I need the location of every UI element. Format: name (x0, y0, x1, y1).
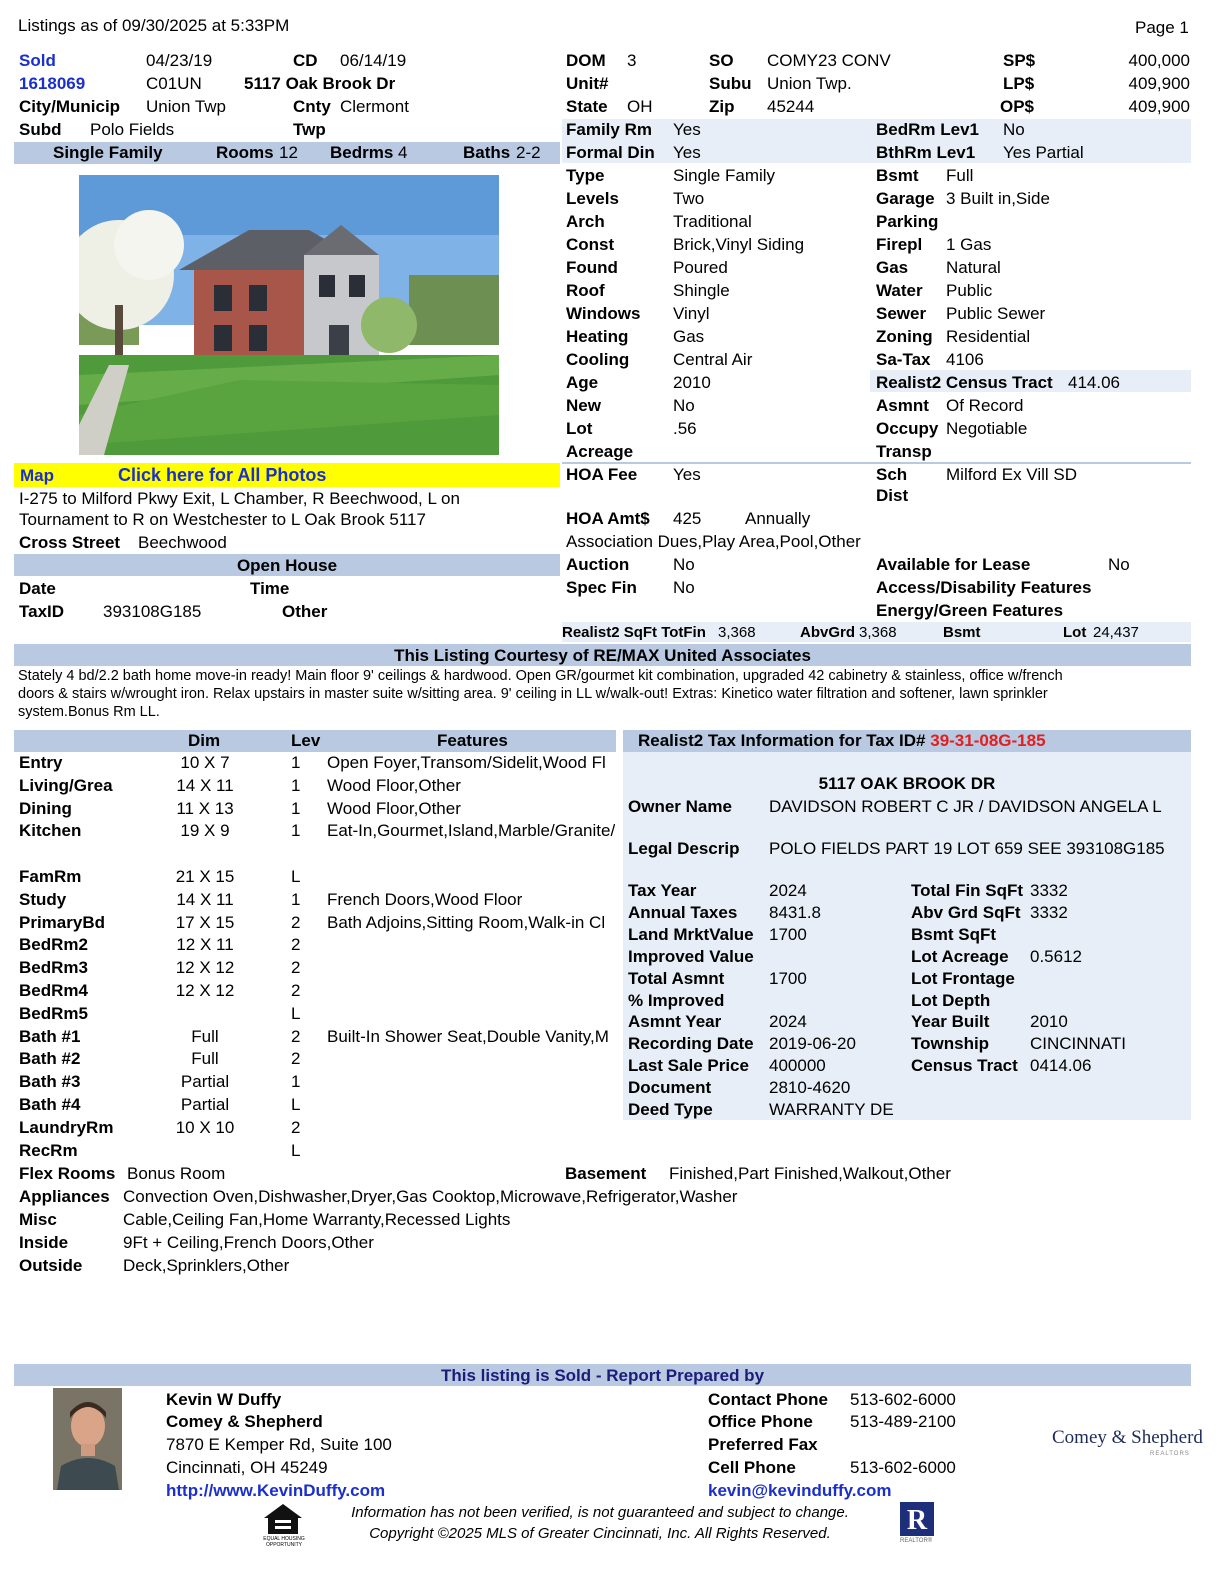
tax-label: Deed Type (628, 1100, 713, 1119)
bedrms-value: 4 (398, 143, 408, 162)
room-name: Dining (19, 798, 72, 818)
room-dim: 19 X 9 (180, 821, 230, 841)
agent-company: Comey & Shepherd (166, 1412, 323, 1431)
detail-label: Asmnt (876, 396, 929, 415)
detail-label: Formal Din (566, 143, 655, 162)
room-dim: 11 X 13 (176, 798, 234, 818)
tax-value: CINCINNATI (1030, 1034, 1127, 1054)
lp-label: LP$ (1003, 74, 1035, 93)
detail-value: Negotiable (946, 419, 1028, 438)
tax-label: Year Built (911, 1012, 990, 1032)
detail-value: Natural (946, 258, 1001, 277)
state-value: OH (627, 97, 653, 116)
room-level: L (291, 1003, 301, 1023)
room-dim: 12 X 12 (175, 958, 235, 978)
status-label: Sold (19, 51, 56, 70)
cross-street-label: Cross Street (19, 533, 121, 552)
owner-label: Owner Name (628, 797, 732, 816)
room-name: Bath #4 (19, 1095, 81, 1114)
detail-label: Sa-Tax (876, 350, 931, 369)
detail-label: Acreage (566, 442, 634, 461)
detail-label: Type (566, 166, 605, 185)
detail-label: Const (566, 235, 615, 254)
tax-value: 0.5612 (1030, 946, 1082, 966)
detail-label: Parking (876, 212, 939, 231)
tax-value: WARRANTY DE (769, 1100, 894, 1119)
tax-value: 8431.8 (769, 902, 821, 922)
room-features: French Doors,Wood Floor (327, 889, 523, 909)
op-label: OP$ (1000, 97, 1035, 116)
tax-label: Lot Depth (911, 990, 991, 1010)
mls-number[interactable]: 1618069 (19, 74, 86, 93)
detail-value: Traditional (673, 212, 752, 231)
room-name: BedRm3 (19, 958, 88, 978)
detail-value: Single Family (673, 166, 776, 185)
tax-label: Document (628, 1078, 712, 1098)
area-code: C01UN (146, 74, 202, 93)
detail-label: BthRm Lev1 (876, 143, 976, 162)
detail-label: Bsmt (876, 166, 919, 185)
tax-value: 1700 (769, 924, 807, 944)
flex-value: Bonus Room (127, 1164, 226, 1183)
tax-value: 400000 (769, 1056, 826, 1076)
inside-value: 9Ft + Ceiling,French Doors,Other (123, 1233, 374, 1252)
bedrms-label: Bedrms (330, 143, 394, 162)
status-date: 04/23/19 (146, 51, 213, 70)
detail-label: Heating (566, 327, 629, 346)
tax-label: Asmnt Year (628, 1012, 722, 1032)
detail-value: .56 (673, 419, 697, 438)
detail-value: Brick,Vinyl Siding (673, 235, 805, 254)
agent-address-2: Cincinnati, OH 45249 (166, 1458, 328, 1477)
room-dim: 10 X 10 (175, 1117, 235, 1137)
tax-label: Total Asmnt (628, 968, 725, 988)
room-dim: Partial (180, 1072, 230, 1092)
room-features: Built-In Shower Seat,Double Vanity,M (327, 1026, 609, 1046)
detail-value: 2010 (673, 373, 711, 392)
lease-label: Available for Lease (876, 555, 1031, 574)
tax-value: 2024 (769, 881, 807, 900)
detail-label: Realist2 Census Tract (876, 373, 1053, 392)
room-dim: 14 X 11 (176, 775, 234, 795)
col-features: Features (437, 731, 508, 750)
misc-value: Cable,Ceiling Fan,Home Warranty,Recessed Lights (123, 1210, 511, 1229)
zip-value: 45244 (767, 97, 815, 116)
hoa-amt-label: HOA Amt$ (566, 509, 650, 528)
tax-value: 2019-06-20 (769, 1034, 856, 1054)
tax-label: % Improved (628, 990, 725, 1010)
room-name: BedRm4 (19, 981, 88, 1000)
detail-value: Yes (673, 143, 701, 162)
access-label: Access/Disability Features (876, 578, 1092, 597)
realtor-icon (900, 1502, 934, 1536)
tax-label: Land MrktValue (628, 924, 754, 944)
flex-label: Flex Rooms (19, 1164, 116, 1183)
detail-value: Gas (673, 327, 705, 346)
detail-value: Of Record (946, 396, 1024, 415)
tax-address: 5117 OAK BROOK DR (818, 774, 996, 793)
cell-phone[interactable]: 513-602-6000 (850, 1458, 956, 1477)
sqft-bsmt-label: Bsmt (943, 624, 981, 641)
room-name: Entry (19, 753, 63, 772)
detail-label: Levels (566, 189, 619, 208)
detail-label: Family Rm (566, 120, 652, 139)
room-level: 2 (291, 1026, 301, 1046)
basement-value: Finished,Part Finished,Walkout,Other (669, 1164, 951, 1183)
equal-housing-text: EQUAL HOUSING OPPORTUNITY (263, 1536, 305, 1548)
directions-line-1: I-275 to Milford Pkwy Exit, L Chamber, R Beechwood, L on (19, 489, 460, 508)
map-link[interactable]: Map (20, 466, 54, 485)
legal-value: POLO FIELDS PART 19 LOT 659 SEE 393108G185 (769, 839, 1165, 858)
outside-label: Outside (19, 1256, 83, 1275)
room-level: 1 (291, 1072, 301, 1092)
room-dim: 21 X 15 (175, 867, 235, 886)
state-label: State (566, 97, 608, 116)
detail-label: Occupy (876, 419, 939, 438)
cd-label: CD (293, 51, 318, 70)
room-features: Wood Floor,Other (327, 798, 461, 818)
agent-avatar (53, 1388, 122, 1490)
detail-label: Cooling (566, 350, 630, 369)
room-name: Bath #2 (19, 1049, 81, 1069)
tax-title: Realist2 Tax Information for Tax ID# 39-31-08G-185 (638, 731, 1046, 750)
room-dim: Full (191, 1049, 219, 1069)
room-name: RecRm (19, 1140, 78, 1160)
detail-label: Age (566, 373, 599, 392)
detail-value: Yes (673, 120, 701, 139)
detail-label: Water (876, 281, 923, 300)
room-level: 1 (291, 889, 301, 909)
room-name: FamRm (19, 867, 82, 886)
city-label: City/Municip (19, 97, 121, 116)
company-logo-sub: REALTORS (1150, 1451, 1190, 1457)
tax-label: Tax Year (628, 881, 697, 900)
tax-value: 3332 (1030, 881, 1068, 900)
office-phone[interactable]: 513-489-2100 (850, 1412, 956, 1431)
detail-label: Firepl (876, 235, 923, 254)
detail-value: 414.06 (1068, 373, 1120, 392)
room-dim: Partial (180, 1095, 230, 1114)
contact-phone-label: Contact Phone (708, 1390, 828, 1409)
cross-street-value: Beechwood (138, 533, 227, 552)
room-name: Study (19, 889, 67, 909)
detail-value: Central Air (673, 350, 753, 369)
lease-value: No (1108, 555, 1130, 574)
room-level: 2 (291, 935, 301, 955)
hoa-amt-value: 425 (673, 509, 702, 528)
time-label: Time (250, 579, 290, 598)
agent-name: Kevin W Duffy (166, 1390, 282, 1409)
disclaimer: Information has not been verified, is not guaranteed and subject to change. (351, 1504, 849, 1521)
detail-value: No (673, 396, 695, 415)
detail-value: Poured (673, 258, 728, 277)
room-level: 2 (291, 981, 301, 1000)
copyright: Copyright ©2025 MLS of Greater Cincinnati, Inc. All Rights Reserved. (369, 1525, 831, 1542)
dom-label: DOM (566, 51, 606, 70)
dom-value: 3 (627, 51, 637, 70)
detail-value: No (1003, 120, 1025, 139)
detail-label: Transp (876, 442, 932, 461)
tax-label: Total Fin SqFt (911, 881, 1024, 900)
room-name: BedRm5 (19, 1003, 88, 1023)
op-value: 409,900 (1128, 97, 1190, 116)
detail-value: Yes Partial (1003, 143, 1084, 162)
tax-label: Improved Value (628, 946, 754, 966)
detail-label: Garage (876, 189, 935, 208)
fax-label: Preferred Fax (708, 1435, 818, 1454)
detail-label: Arch (566, 212, 605, 231)
room-name: Living/Grea (19, 775, 113, 795)
room-dim: 17 X 15 (175, 912, 235, 932)
detail-value: Public (946, 281, 993, 300)
so-value: COMY23 CONV (767, 51, 891, 70)
room-level: 1 (291, 821, 301, 841)
tax-label: Bsmt SqFt (911, 924, 996, 944)
room-dim: Full (191, 1026, 219, 1046)
rooms-value: 12 (279, 143, 298, 162)
room-features: Bath Adjoins,Sitting Room,Walk-in Cl (327, 912, 606, 932)
detail-value: Residential (946, 327, 1031, 346)
specfin-value: No (673, 578, 695, 597)
room-level: L (291, 867, 301, 886)
room-level: 2 (291, 1117, 301, 1137)
legal-label: Legal Descrip (628, 839, 740, 858)
county-value: Clermont (340, 97, 409, 116)
room-level: 1 (291, 798, 301, 818)
detail-value: 3 Built in,Side (946, 189, 1050, 208)
auction-value: No (673, 555, 695, 574)
detail-value: Full (946, 166, 974, 185)
tax-label: Last Sale Price (628, 1056, 749, 1076)
room-name: PrimaryBd (19, 912, 105, 932)
energy-label: Energy/Green Features (876, 601, 1064, 620)
agent-band-text: This listing is Sold - Report Prepared by (440, 1366, 765, 1385)
zip-label: Zip (709, 97, 735, 116)
baths-value: 2-2 (516, 143, 541, 162)
subu-value: Union Twp. (767, 74, 852, 93)
tax-value: 2024 (769, 1012, 807, 1032)
other-label: Other (282, 602, 328, 621)
so-label: SO (709, 51, 734, 70)
detail-label: Roof (566, 281, 605, 300)
taxid-value: 393108G185 (103, 602, 202, 621)
room-dim: 14 X 11 (176, 889, 234, 909)
tax-value: 3332 (1030, 902, 1068, 922)
sqft-lot-value: 24,437 (1093, 624, 1139, 641)
cell-phone-label: Cell Phone (708, 1458, 796, 1477)
totfin-label: Realist2 SqFt TotFin (562, 624, 706, 641)
room-level: 1 (291, 775, 301, 795)
remarks-line-1: Stately 4 bd/2.2 bath home move-in ready! Main floor 9' ceilings & hardwood. Open GR/gourmet kit combination, upgraded 42 cabinetry & stainless, office w/french (18, 668, 1063, 684)
detail-value: Shingle (673, 281, 730, 300)
room-name: LaundryRm (19, 1117, 114, 1137)
city-value: Union Twp (146, 97, 227, 116)
col-dim: Dim (188, 731, 221, 750)
hoa-fee-value: Yes (673, 465, 701, 484)
misc-label: Misc (19, 1210, 57, 1229)
room-name: Kitchen (19, 821, 82, 841)
tax-label: Township (911, 1034, 990, 1054)
detail-label: Zoning (876, 327, 933, 346)
rooms-label: Rooms (216, 143, 274, 162)
sch-value: Milford Ex Vill SD (946, 465, 1077, 484)
tax-label: Lot Frontage (911, 968, 1015, 988)
tax-label: Lot Acreage (911, 946, 1009, 966)
open-house-title: Open House (236, 556, 338, 575)
room-features: Wood Floor,Other (327, 775, 461, 795)
unit-label: Unit# (566, 74, 609, 93)
tax-value: 2010 (1030, 1012, 1068, 1032)
detail-value: Two (673, 189, 705, 208)
svg-text:R: R (906, 1505, 928, 1536)
basement-label: Basement (565, 1164, 647, 1183)
realtor-text: REALTOR® (900, 1538, 933, 1544)
twp-label: Twp (293, 120, 326, 139)
detail-value: Vinyl (673, 304, 710, 323)
page-number: Page 1 (1135, 18, 1189, 37)
lp-value: 409,900 (1128, 74, 1190, 93)
room-level: 2 (291, 1049, 301, 1069)
abvgrd-value: 3,368 (859, 624, 897, 641)
inside-label: Inside (19, 1233, 69, 1252)
contact-phone[interactable]: 513-602-6000 (850, 1390, 956, 1409)
col-lev: Lev (291, 731, 321, 750)
hoa-fee-label: HOA Fee (566, 465, 638, 484)
agent-website[interactable]: http://www.KevinDuffy.com (166, 1481, 386, 1500)
room-level: 2 (291, 958, 301, 978)
tax-label: Annual Taxes (628, 902, 738, 922)
hoa-includes: Association Dues,Play Area,Pool,Other (566, 532, 861, 551)
tax-value: 1700 (769, 968, 807, 988)
detail-label: Lot (566, 419, 593, 438)
sp-value: 400,000 (1128, 51, 1190, 70)
room-dim: 12 X 12 (175, 981, 235, 1000)
room-name: Bath #3 (19, 1072, 81, 1092)
sp-label: SP$ (1003, 51, 1036, 70)
owner-value: DAVIDSON ROBERT C JR / DAVIDSON ANGELA L (769, 797, 1162, 816)
company-logo: Comey & Shepherd (1052, 1427, 1203, 1448)
property-photo[interactable] (79, 175, 499, 455)
courtesy-text: This Listing Courtesy of RE/MAX United Associates (394, 646, 811, 665)
date-label: Date (19, 579, 56, 598)
detail-label: Found (566, 258, 618, 277)
detail-label: New (566, 396, 601, 415)
room-level: L (291, 1140, 301, 1160)
listing-address: 5117 Oak Brook Dr (244, 74, 396, 93)
hoa-freq: Annually (745, 509, 811, 528)
room-dim: 12 X 11 (176, 935, 234, 955)
sch-label-2: Dist (876, 486, 909, 505)
appliances-value: Convection Oven,Dishwasher,Dryer,Gas Cooktop,Microwave,Refrigerator,Washer (123, 1187, 738, 1206)
room-dim: 10 X 7 (180, 753, 230, 772)
tax-id[interactable]: 39-31-08G-185 (930, 731, 1046, 750)
specfin-label: Spec Fin (566, 578, 637, 597)
detail-label: Windows (566, 304, 641, 323)
totfin-value: 3,368 (718, 624, 756, 641)
baths-label: Baths (463, 143, 511, 162)
tax-label: Recording Date (628, 1034, 754, 1054)
room-features: Open Foyer,Transom/Sidelit,Wood Fl (327, 753, 606, 772)
detail-value: Public Sewer (946, 304, 1046, 323)
property-type: Single Family (53, 143, 163, 162)
tax-value: 2810-4620 (769, 1078, 851, 1098)
subd-label: Subd (19, 120, 62, 139)
tax-label: Abv Grd SqFt (911, 902, 1021, 922)
room-name: BedRm2 (19, 935, 88, 955)
county-label: Cnty (293, 97, 331, 116)
agent-address-1: 7870 E Kemper Rd, Suite 100 (166, 1435, 392, 1454)
listings-timestamp: Listings as of 09/30/2025 at 5:33PM (18, 16, 290, 35)
appliances-label: Appliances (19, 1187, 110, 1206)
outside-value: Deck,Sprinklers,Other (123, 1256, 290, 1275)
remarks-line-2: doors & stairs w/wrought iron. Relax upstairs in master suite w/sitting area. 9' ceiling in LL w/walk-out! Extras: Kinetico water filtration and softener, lawn sprinkler (18, 686, 1048, 702)
detail-label: BedRm Lev1 (876, 120, 979, 139)
room-features: Eat-In,Gourmet,Island,Marble/Granite/ (327, 821, 615, 841)
detail-label: Sewer (876, 304, 927, 323)
taxid-label: TaxID (19, 602, 65, 621)
room-level: 2 (291, 912, 301, 932)
tax-label: Census Tract (911, 1056, 1018, 1076)
room-level: L (291, 1095, 301, 1114)
cd-date: 06/14/19 (340, 51, 407, 70)
auction-label: Auction (566, 555, 630, 574)
sqft-lot-label: Lot (1063, 624, 1087, 641)
subd-value: Polo Fields (90, 120, 175, 139)
detail-label: Gas (876, 258, 909, 277)
detail-value: 1 Gas (946, 235, 992, 254)
room-level: 1 (291, 753, 301, 772)
sch-label-1: Sch (876, 465, 908, 484)
subu-label: Subu (709, 74, 752, 93)
agent-email[interactable]: kevin@kevinduffy.com (708, 1481, 892, 1500)
office-phone-label: Office Phone (708, 1412, 813, 1431)
remarks-line-3: system.Bonus Rm LL. (18, 704, 160, 720)
detail-value: 4106 (946, 350, 984, 369)
abvgrd-label: AbvGrd (800, 624, 856, 641)
directions-line-2: Tournament to R on Westchester to L Oak Brook 5117 (19, 510, 426, 529)
tax-value: 0414.06 (1030, 1056, 1092, 1076)
all-photos-link[interactable]: Click here for All Photos (118, 465, 327, 485)
room-name: Bath #1 (19, 1026, 81, 1046)
